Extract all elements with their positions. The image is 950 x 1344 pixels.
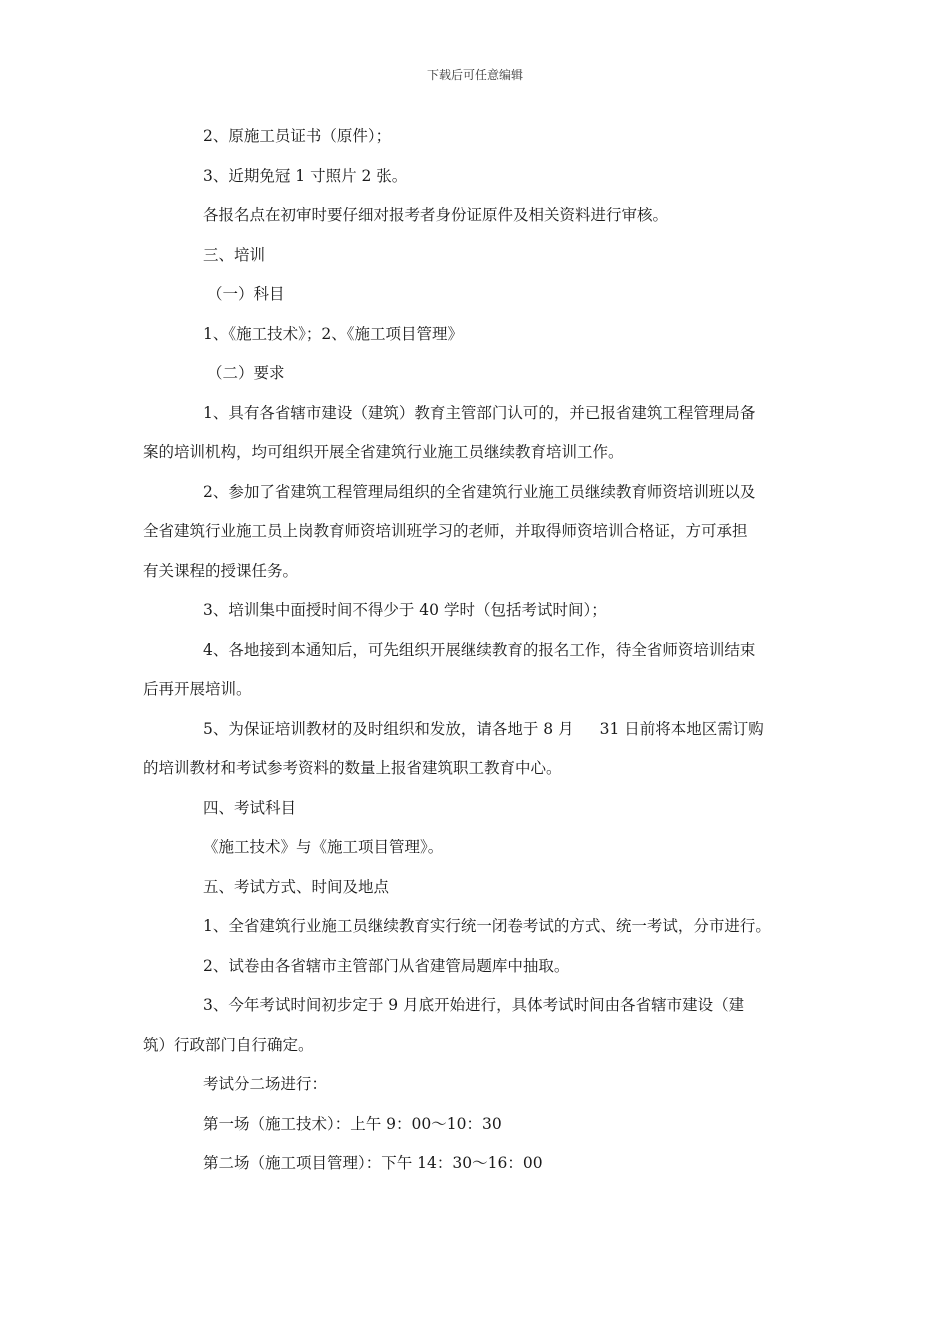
paragraph-line: 1、《施工技术》；2、《施工项目管理》 (203, 324, 463, 343)
paragraph-line: 2、试卷由各省辖市主管部门从省建管局题库中抽取。 (203, 956, 570, 975)
page-header: 下载后可任意编辑 (426, 68, 523, 82)
line-segment: 5、为保证培训教材的及时组织和发放，请各地于 8 月 (203, 719, 574, 738)
paragraph-line: 考试分二场进行： (203, 1075, 328, 1093)
paragraph-line: 4、各地接到本通知后，可先组织开展继续教育的报名工作，待全省师资培训结束 (203, 640, 756, 659)
paragraph-line: 2、原施工员证书（原件）； (203, 127, 392, 145)
document-body (143, 123, 811, 1190)
paragraph-line: 《施工技术》与《施工项目管理》。 (203, 838, 444, 856)
paragraph-line: 全省建筑行业施工员上岗教育师资培训班学习的老师，并取得师资培训合格证，方可承担 (143, 522, 748, 540)
paragraph-line: 1、具有各省辖市建设（建筑）教育主管部门认可的，并已报省建筑工程管理局备 (203, 403, 756, 422)
paragraph-line (143, 716, 811, 756)
paragraph-line: 各报名点在初审时要仔细对报考者身份证原件及相关资料进行审核。 (203, 206, 669, 224)
section-heading: 三、培训 (203, 245, 266, 264)
paragraph-line: 第一场（施工技术）：上午 9：00～10：30 (203, 1114, 502, 1133)
paragraph-line: 案的培训机构，均可组织开展全省建筑行业施工员继续教育培训工作。 (143, 443, 624, 461)
subsection-heading: （二）要求 (207, 364, 285, 382)
paragraph-line: 3、近期免冠 1 寸照片 2 张。 (203, 166, 408, 185)
section-heading: 五、考试方式、时间及地点 (203, 877, 390, 896)
paragraph-line: 1、全省建筑行业施工员继续教育实行统一闭卷考试的方式、统一考试，分市进行。 (203, 917, 771, 935)
subsection-heading: （一）科目 (207, 285, 285, 303)
paragraph-line: 筑）行政部门自行确定。 (143, 1035, 314, 1054)
paragraph-line: 后再开展培训。 (143, 680, 252, 698)
paragraph-line: 2、参加了省建筑工程管理局组织的全省建筑行业施工员继续教育师资培训班以及 (203, 482, 756, 501)
section-heading: 四、考试科目 (203, 798, 297, 817)
paragraph-line: 第二场（施工项目管理）：下午 14：30～16：00 (203, 1154, 543, 1172)
paragraph-line: 3、培训集中面授时间不得少于 40 学时（包括考试时间）； (203, 601, 607, 619)
line-segment: 31 日前将本地区需订购 (599, 719, 764, 738)
paragraph-line: 的培训教材和考试参考资料的数量上报省建筑职工教育中心。 (143, 759, 562, 777)
paragraph-line: 有关课程的授课任务。 (143, 561, 299, 580)
paragraph-line: 3、今年考试时间初步定于 9 月底开始进行，具体考试时间由各省辖市建设（建 (203, 996, 745, 1014)
